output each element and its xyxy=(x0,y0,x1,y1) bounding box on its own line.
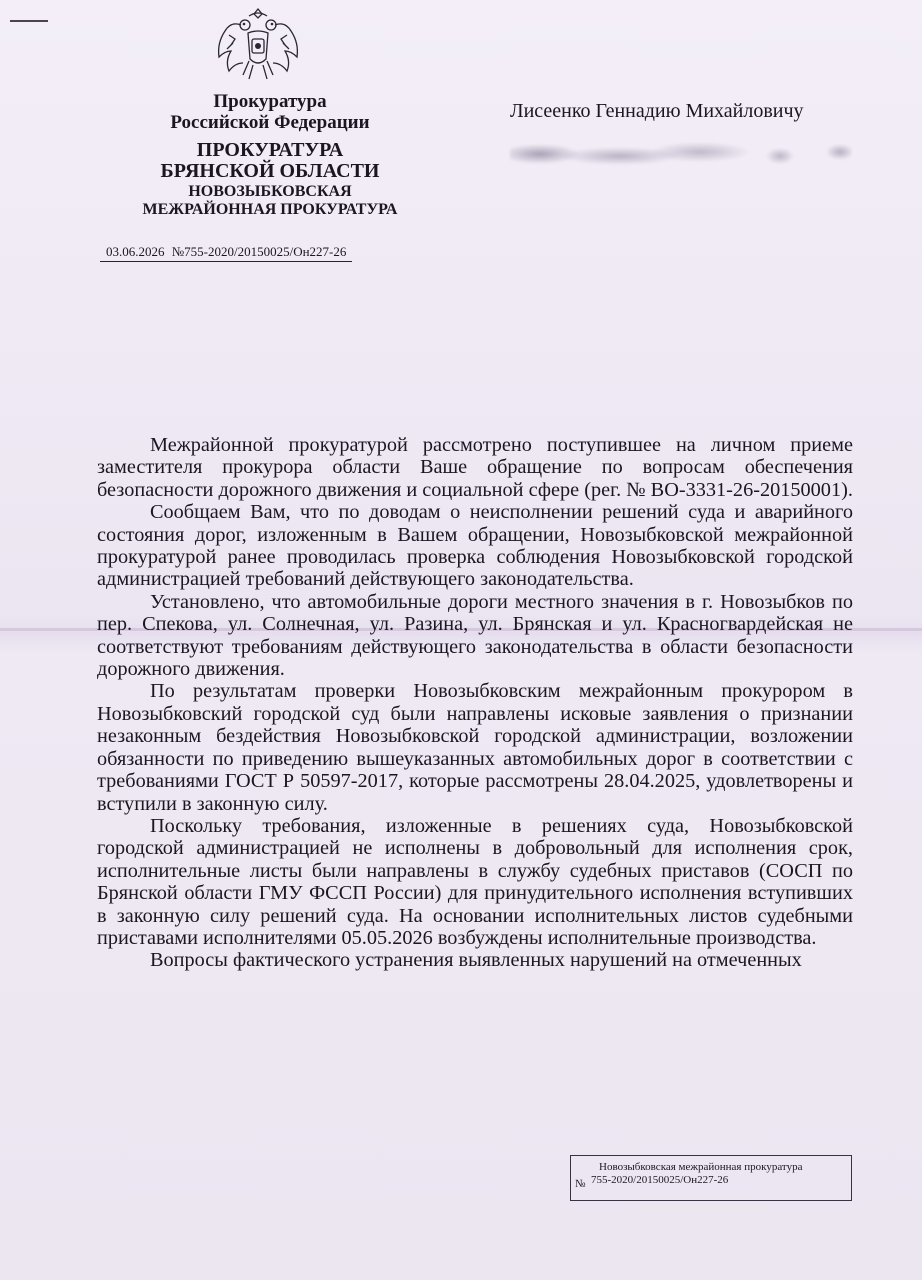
addressee-name: Лисеенко Геннадию Михайловичу xyxy=(510,100,804,122)
registration-stamp xyxy=(570,1155,852,1201)
registration-date: 03.06.2026 xyxy=(106,244,165,259)
org-line-interdistrict: МЕЖРАЙОННАЯ ПРОКУРАТУРА xyxy=(142,201,398,218)
org-line-prokuratura: ПРОКУРАТУРА xyxy=(196,139,344,161)
body-paragraph: Вопросы фактического устранения выявленных нарушений на отмеченных xyxy=(150,949,802,972)
org-line-prosecutors-office: Прокуратура xyxy=(213,91,327,112)
body-paragraph: По результатам проверки Новозыбковским межрайонным прокурором в Новозыбковский городской суд были направлены исковые заявления о признании незаконным бездействия Новозыбковской городской администрации, возложении обязанности по приведению вышеуказанных автомобильных дорог в соответствии с требованиями ГОСТ Р 50597-2017, которые рассмотрены 28.04.2025, удовлетворены и вступили в законную силу. xyxy=(97,680,853,815)
body-paragraph: Межрайонной прокуратурой рассмотрено поступившее на личном приеме заместителя прокурора области Ваше обращение по вопросам обеспечения безопасности дорожного движения и социальной сфере (рег. № ВО-3331-26-20150001). xyxy=(97,434,853,501)
stamp-number-label: № xyxy=(575,1178,586,1190)
stamp-title: Новозыбковская межрайонная прокуратура xyxy=(599,1161,803,1173)
double-headed-eagle-emblem-icon xyxy=(213,3,303,89)
corner-mark xyxy=(10,20,48,22)
letter-body xyxy=(97,434,853,972)
body-paragraph: Сообщаем Вам, что по доводам о неисполнении решений суда и аварийного состояния дорог, изложенным в Вашем обращении, Новозыбковской межрайонной прокуратурой ранее проводилась проверка соблюдения Новозыбковской городской администрацией требований действующего законодательства. xyxy=(97,501,853,591)
registration-number: №755-2020/20150025/Он227-26 xyxy=(171,244,347,259)
org-line-novozybkov: НОВОЗЫБКОВСКАЯ xyxy=(188,183,352,200)
org-line-russian-federation: Российской Федерации xyxy=(170,112,370,133)
body-paragraph: Поскольку требования, изложенные в решениях суда, Новозыбковской городской администрацией не исполнены в добровольный для исполнения срок, исполнительные листы были направлены в службу судебных приставов (СОСП по Брянской области ГМУ ФССП России) для принудительного исполнения вступивших в законную силу решений суда. На основании исполнительных листов судебными приставами исполнителями 05.05.2026 возбуждены исполнительные производства. xyxy=(97,814,853,949)
org-line-bryansk-region: БРЯНСКОЙ ОБЛАСТИ xyxy=(160,160,380,182)
stamp-number: 755-2020/20150025/Он227-26 xyxy=(591,1174,729,1186)
registration-line xyxy=(100,244,352,262)
redacted-address xyxy=(510,138,852,170)
body-paragraph: Установлено, что автомобильные дороги местного значения в г. Новозыбков по пер. Спекова, ул. Солнечная, ул. Разина, ул. Брянская и ул. Красногвардейская не соответствуют требованиям действующего законодательства в области безопасности дорожного движения. xyxy=(97,590,853,681)
